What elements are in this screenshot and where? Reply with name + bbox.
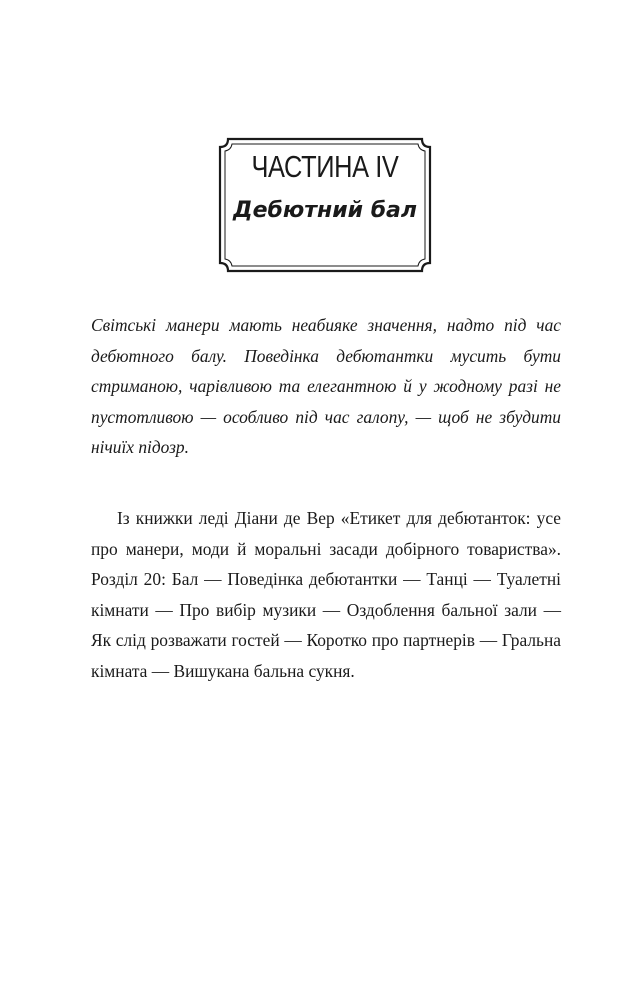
part-label: ЧАСТИНА IV — [251, 149, 399, 184]
chapter-title-frame — [218, 137, 432, 273]
epigraph-paragraph: Світські манери мають неабияке значення, надто під час дебютного балу. Поведінка дебютантки мусить бути стриманою, чарівливою та елегантною й у жодному разі не пустотливою — особливо під час галопу, — щоб не збудити нічиїх підозр. — [91, 315, 561, 457]
source-paragraph: Із книжки леді Діани де Вер «Етикет для дебютанток: усе про манери, моди й моральні засади добірного товариства». Розділ 20: Бал — Поведінка дебютантки — Танці — Туалетні кімнати — Про вибір музики — Оздоблення бальної зали — Як слід розважати гостей — Коротко про партнерів — Гральна кімната — Вишукана бальна сукня. — [91, 508, 561, 681]
part-subtitle: Дебютний бал — [232, 198, 418, 223]
